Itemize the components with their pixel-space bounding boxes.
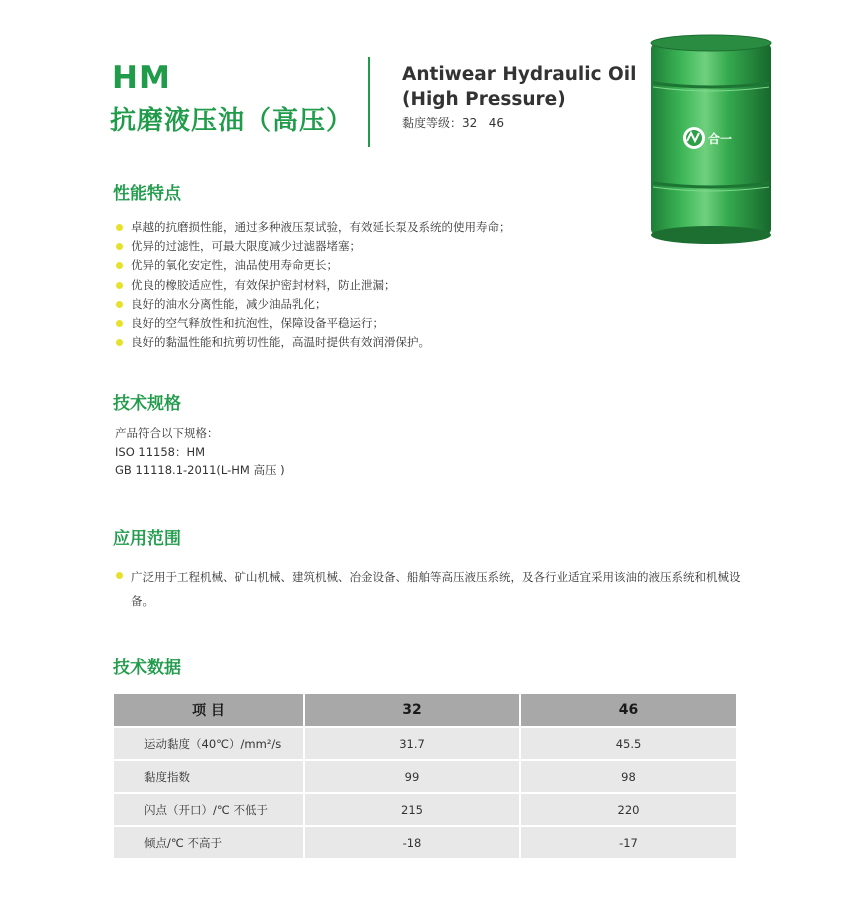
column-header-item: 项 目 [114,694,304,727]
tech-data-table [114,694,736,860]
cell-value-46: 98 [520,760,736,793]
feature-item: 优异的过滤性，可最大限度减少过滤器堵塞； [115,237,735,256]
table-row [114,826,736,859]
application-title: 应用范围 [113,529,181,549]
features-title: 性能特点 [113,184,181,204]
table-header-row [114,694,736,727]
features-list [115,218,735,352]
product-name-en: Antiwear Hydraulic Oil (High Pressure) [402,64,637,110]
cell-value-32: 31.7 [304,727,520,760]
bullet-icon [116,243,123,250]
bullet-icon [116,301,123,308]
viscosity-grades: 黏度等级：32 46 [402,116,504,130]
row-label: 倾点/℃ 不高于 [114,826,304,859]
tech-data-title: 技术数据 [113,658,181,678]
feature-item: 良好的黏温性能和抗剪切性能，高温时提供有效润滑保护。 [115,333,735,352]
bullet-icon [116,572,123,579]
table-row [114,727,736,760]
row-label: 闪点（开口）/℃ 不低于 [114,793,304,826]
application-text: 广泛用于工程机械、矿山机械、建筑机械、冶金设备、船舶等高压液压系统，及各行业适宜采用该油的液压系统和机械设备。 [131,570,741,608]
product-name-cn: 抗磨液压油（高压） [110,106,354,136]
bullet-icon [116,262,123,269]
specs-intro: 产品符合以下规格： [115,426,219,440]
cell-value-32: -18 [304,826,520,859]
cell-value-46: -17 [520,826,736,859]
feature-item: 良好的油水分离性能，减少油品乳化； [115,295,735,314]
table-row [114,760,736,793]
row-label: 黏度指数 [114,760,304,793]
bullet-icon [116,320,123,327]
product-code: HM [112,60,171,96]
table-row [114,793,736,826]
bullet-icon [116,282,123,289]
cell-value-32: 99 [304,760,520,793]
row-label: 运动黏度（40℃）/mm²/s [114,727,304,760]
spec-line: ISO 11158：HM [115,445,206,459]
feature-item: 优良的橡胶适应性，有效保护密封材料，防止泄漏； [115,276,735,295]
title-divider [368,57,370,147]
specs-title: 技术规格 [113,394,181,414]
feature-item: 良好的空气释放性和抗泡性，保障设备平稳运行； [115,314,735,333]
bullet-icon [116,339,123,346]
oil-drum-image [650,33,772,247]
cell-value-46: 220 [520,793,736,826]
column-header-32: 32 [304,694,520,727]
column-header-46: 46 [520,694,736,727]
cell-value-32: 215 [304,793,520,826]
feature-item: 优异的氧化安定性，油品使用寿命更长； [115,256,735,275]
spec-line: GB 11118.1-2011(L-HM 高压 ) [115,463,285,477]
svg-text:合一: 合一 [708,132,733,146]
feature-item: 卓越的抗磨损性能，通过多种液压泵试验，有效延长泵及系统的使用寿命； [115,218,735,237]
bullet-icon [116,224,123,231]
cell-value-46: 45.5 [520,727,736,760]
